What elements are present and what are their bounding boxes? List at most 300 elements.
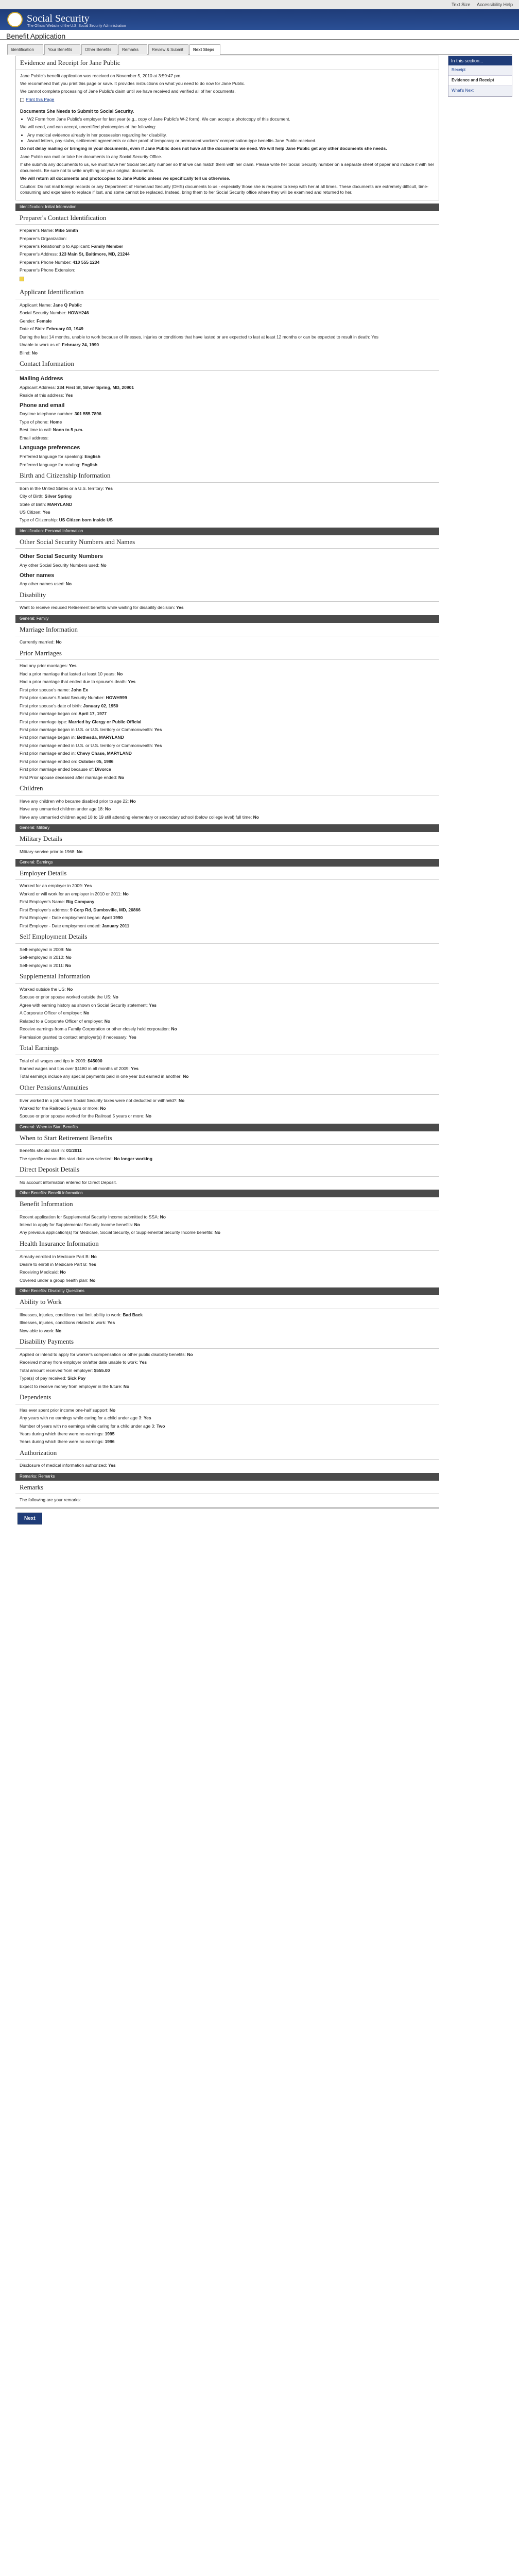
main-content xyxy=(15,56,439,1524)
field-row xyxy=(15,1277,439,1284)
site-tagline: The Official Website of the U.S. Social Security Administration xyxy=(27,24,126,28)
field-label: Want to receive reduced Retirement benefits while waiting for disability decision: xyxy=(20,605,175,611)
field-value: Yes xyxy=(107,1320,115,1326)
field-label: Any previous application(s) for Medicare, Social Security, or Supplemental Security Income benefits: xyxy=(20,1230,214,1235)
field-row xyxy=(15,848,439,856)
section-title: Authorization xyxy=(15,1446,439,1460)
field-value: Married by Clergy or Public Official xyxy=(68,719,142,724)
section-header: General: Military xyxy=(15,824,439,832)
field-value: 1996 xyxy=(105,1439,115,1445)
field-value: No xyxy=(123,891,129,896)
field-label: Years during which there were no earnings: xyxy=(20,1431,104,1436)
field-label: Have any unmarried children aged 18 to 19 still attending elementary or secondary school (below college level) full time: xyxy=(20,814,252,820)
field-label: Illnesses, injuries, conditions that limit ability to work: xyxy=(20,1312,122,1317)
field-label: First Employer - Date employment ended: xyxy=(20,923,101,928)
field-label: Has ever spent prior income one-half support: xyxy=(20,1407,109,1413)
field-list xyxy=(15,1097,439,1121)
section-title: Preparer's Contact Identification xyxy=(15,211,439,225)
field-label: First prior marriage ended because of: xyxy=(20,767,94,772)
field-value: English xyxy=(81,462,98,467)
field-label: Preferred language for reading: xyxy=(20,462,81,467)
field-label: Daytime telephone number: xyxy=(20,411,74,417)
field-value: No xyxy=(183,1074,189,1079)
field-value: No xyxy=(104,1018,111,1024)
evidence-panel xyxy=(15,56,439,200)
field-label: Recent application for Supplemental Security Income submitted to SSA: xyxy=(20,1214,159,1219)
field-value: Bad Back xyxy=(123,1312,143,1317)
sidebar-item-receipt[interactable]: Receipt xyxy=(448,65,512,76)
section-header: General: Earnings xyxy=(15,859,439,867)
field-row xyxy=(15,702,439,710)
field-value: Divorce xyxy=(95,767,111,772)
field-list xyxy=(15,384,439,400)
field-label: Type of phone: xyxy=(20,419,49,425)
field-value: January 2011 xyxy=(101,923,130,928)
field-row xyxy=(15,392,439,399)
section-title: Other Social Security Numbers and Names xyxy=(15,535,439,549)
field-row xyxy=(15,1112,439,1120)
field-row xyxy=(15,1221,439,1229)
field-row xyxy=(15,604,439,612)
field-value: HOWH999 xyxy=(106,695,127,701)
section-title: When to Start Retirement Benefits xyxy=(15,1131,439,1145)
field-value: Yes xyxy=(149,1002,157,1008)
section-title: Contact Information xyxy=(15,357,439,371)
field-row xyxy=(15,418,439,426)
field-row xyxy=(15,341,439,349)
field-label: Preparer's Name: xyxy=(20,228,54,233)
print-page-link[interactable]: Print this Page xyxy=(26,96,55,102)
field-row xyxy=(15,694,439,702)
field-value: 410 555 1234 xyxy=(73,259,100,265)
field-label: Type of Citizenship: xyxy=(20,517,58,523)
field-label: Preparer's Relationship to Applicant: xyxy=(20,244,90,249)
printer-icon xyxy=(20,98,24,102)
field-value: No xyxy=(100,1105,106,1111)
field-value: No xyxy=(100,563,107,568)
field-label: Any other names used: xyxy=(20,581,65,587)
field-value: 123 Main St, Baltimore, MD, 21244 xyxy=(59,251,130,257)
field-row xyxy=(15,734,439,741)
field-value: Yes xyxy=(154,742,162,748)
field-row xyxy=(15,798,439,805)
field-value: No xyxy=(91,1253,97,1259)
field-label: Agree with earning history as shown on Social Security statement: xyxy=(20,1002,148,1008)
tab-remarks[interactable]: Remarks xyxy=(118,44,147,55)
field-row xyxy=(15,954,439,961)
field-row xyxy=(15,906,439,914)
field-label: Social Security Number: xyxy=(20,310,67,316)
field-label: Self-employed in 2010: xyxy=(20,955,64,960)
field-row xyxy=(15,1025,439,1033)
step-tabs xyxy=(7,44,512,55)
field-label: Applicant Name: xyxy=(20,302,52,308)
field-label: Worked for an employer in 2009: xyxy=(20,883,83,889)
field-list xyxy=(15,638,439,646)
field-value: No xyxy=(77,849,83,854)
field-label: Total earnings include any special payments paid in one year but earned in another: xyxy=(20,1074,182,1079)
field-label: Already enrolled in Medicare Part B: xyxy=(20,1253,90,1259)
field-row xyxy=(15,1073,439,1080)
doc-item: • Award letters, pay stubs, settlement agreements or other proof of temporary or permanent workers' compensation-type benefits Jane Public received. xyxy=(27,138,435,144)
field-row xyxy=(15,678,439,686)
field-list xyxy=(15,341,439,357)
field-label: Preparer's Phone Extension: xyxy=(20,267,75,273)
field-row xyxy=(15,516,439,524)
field-list xyxy=(15,1253,439,1285)
sidebar-item-whats-next[interactable]: What's Next xyxy=(448,86,512,96)
field-value: Yes xyxy=(42,509,50,515)
field-row xyxy=(15,922,439,930)
section-title: Ability to Work xyxy=(15,1295,439,1309)
field-value: Yes xyxy=(139,1360,147,1365)
edit-icon[interactable] xyxy=(20,277,24,281)
field-label: Self-employed in 2011: xyxy=(20,962,64,968)
subsection-title: Phone and email xyxy=(20,402,65,409)
site-name[interactable]: Social Security xyxy=(27,13,90,24)
accessibility-help-link[interactable]: Accessibility Help xyxy=(476,2,513,7)
field-row xyxy=(15,1229,439,1236)
field-label: Preparer's Phone Number: xyxy=(20,259,72,265)
field-row xyxy=(15,814,439,821)
field-label: First prior spouse's name: xyxy=(20,687,70,692)
field-row xyxy=(15,266,439,274)
field-label: Desire to enroll in Medicare Part B: xyxy=(20,1261,88,1267)
field-row xyxy=(15,434,439,442)
field-row xyxy=(15,670,439,678)
subsection-title: Language preferences xyxy=(20,445,80,451)
field-label: First Employer's Name: xyxy=(20,899,65,905)
field-value: January 02, 1950 xyxy=(83,703,118,708)
field-value: No xyxy=(145,1113,152,1119)
subsection-title: Other Social Security Numbers xyxy=(20,553,103,560)
field-label: Currently married: xyxy=(20,639,55,645)
field-row xyxy=(15,461,439,469)
section-title: Children xyxy=(15,782,439,795)
field-value: No xyxy=(130,798,136,804)
next-button[interactable]: Next xyxy=(18,1513,42,1525)
field-value: HOWH246 xyxy=(67,310,89,316)
field-row xyxy=(15,501,439,509)
field-value: No xyxy=(179,1097,185,1103)
field-row xyxy=(15,1268,439,1276)
field-row xyxy=(15,1105,439,1112)
field-label: Blind: xyxy=(20,350,31,355)
field-list xyxy=(15,848,439,856)
field-value: Jane Q Public xyxy=(53,302,82,308)
field-row xyxy=(15,774,439,782)
field-row xyxy=(15,766,439,773)
field-value: Yes xyxy=(105,485,113,491)
site-header xyxy=(0,9,519,30)
field-label: Any other Social Security Numbers used: xyxy=(20,563,99,568)
field-row xyxy=(15,1018,439,1025)
field-value: Yes xyxy=(131,1066,139,1072)
field-value: 234 First St, Silver Spring, MD, 20901 xyxy=(57,384,134,390)
field-value: No xyxy=(160,1214,166,1219)
field-row xyxy=(15,485,439,493)
field-row xyxy=(15,235,439,243)
field-row xyxy=(15,914,439,922)
field-label: Type(s) of pay received: xyxy=(20,1376,66,1381)
field-value: 301 555 7896 xyxy=(74,411,101,417)
field-list xyxy=(15,986,439,1041)
field-label: Had any prior marriages: xyxy=(20,663,68,669)
field-label: Worked for the Railroad 5 years or more: xyxy=(20,1105,99,1111)
field-row xyxy=(15,1438,439,1446)
field-value: Yes xyxy=(68,663,77,669)
field-label: Years during which there were no earnings: xyxy=(20,1439,104,1445)
field-label: Had a prior marriage that ended due to spouse's death: xyxy=(20,679,127,685)
field-label: The specific reason this start date was selected: xyxy=(20,1156,113,1161)
field-label: Date of Birth: xyxy=(20,326,45,332)
field-label: Preparer's Organization: xyxy=(20,235,67,241)
field-value: No xyxy=(134,1222,140,1228)
field-label: Illnesses, injuries, conditions related to work: xyxy=(20,1320,107,1326)
field-label: Total of all wages and tips in 2009: xyxy=(20,1058,86,1063)
field-label: Related to a Corporate Officer of employer: xyxy=(20,1018,103,1024)
field-label: Preferred language for speaking: xyxy=(20,454,83,460)
field-label: Now able to work: xyxy=(20,1328,55,1333)
field-value: No xyxy=(123,1383,130,1389)
field-row xyxy=(15,349,439,357)
field-label: Total amount received from employer: xyxy=(20,1367,93,1373)
field-row xyxy=(15,1462,439,1469)
field-value: No xyxy=(83,1010,90,1016)
field-value: No xyxy=(214,1230,221,1235)
field-value: English xyxy=(84,454,100,460)
caution-note: Caution: Do not mail foreign records or any Department of Homeland Security (DHS) documents to us - especially those she is required to keep with her at all times. These documents are extremely difficult, time-consuming and expensive to replace if lost, and some cannot be replaced. Instead, bring them to her Social Security office where they will be examined and returned to her. xyxy=(20,183,428,195)
field-label: Benefits should start in: xyxy=(20,1148,65,1154)
evidence-cannot-complete: We cannot complete processing of Jane Public's claim until we have received and verified all of her documents. xyxy=(20,89,236,94)
evidence-title: Evidence and Receipt for Jane Public xyxy=(16,56,439,70)
section-title: Prior Marriages xyxy=(15,647,439,660)
field-row xyxy=(15,1253,439,1261)
section-title: Remarks xyxy=(15,1481,439,1495)
field-value: No xyxy=(65,946,72,952)
field-label: Intend to apply for Supplemental Security Income benefits: xyxy=(20,1222,133,1228)
field-row xyxy=(15,750,439,757)
field-row xyxy=(15,1422,439,1430)
field-row xyxy=(15,686,439,694)
field-value: Noon to 5 p.m. xyxy=(53,427,83,433)
section-title: Supplemental Information xyxy=(15,970,439,984)
utility-bar xyxy=(0,0,519,9)
field-label: Permission granted to contact employer(s) if necessary: xyxy=(20,1034,128,1040)
field-label: Had a prior marriage that lasted at least 10 years: xyxy=(20,671,116,676)
field-row xyxy=(15,453,439,461)
field-list xyxy=(15,1147,439,1163)
field-value: No xyxy=(112,994,118,1000)
field-value: February 24, 1990 xyxy=(62,342,99,348)
field-row xyxy=(15,1375,439,1382)
field-label: First prior marriage type: xyxy=(20,719,67,724)
tab-your-benefits[interactable]: Your Benefits xyxy=(44,44,80,55)
section-header: General: Family xyxy=(15,615,439,623)
field-list xyxy=(15,580,439,588)
field-row xyxy=(15,986,439,993)
field-row xyxy=(15,1033,439,1041)
field-row xyxy=(15,882,439,890)
field-row xyxy=(15,890,439,898)
field-row xyxy=(15,1414,439,1422)
field-row xyxy=(15,1311,439,1319)
field-row xyxy=(15,1367,439,1375)
field-value: Sick Pay xyxy=(67,1376,86,1381)
field-list xyxy=(15,882,439,930)
tab-other-benefits[interactable]: Other Benefits xyxy=(81,44,117,55)
field-row xyxy=(15,662,439,670)
text-size-link[interactable]: Text Size xyxy=(451,2,471,7)
field-list xyxy=(15,485,439,524)
field-value: October 05, 1986 xyxy=(78,758,114,764)
field-label: Military service prior to 1968: xyxy=(20,849,76,854)
docs-title: Documents She Needs to Submit to Social Security. xyxy=(20,109,134,114)
field-row xyxy=(15,710,439,718)
field-row xyxy=(15,726,439,734)
tab-next-steps[interactable]: Next Steps xyxy=(189,44,220,55)
field-label: First prior marriage began in: xyxy=(20,735,76,740)
section-title: Health Insurance Information xyxy=(15,1237,439,1251)
field-label: First Employer - Date employment began: xyxy=(20,915,101,921)
field-row xyxy=(15,509,439,516)
field-row xyxy=(15,1261,439,1268)
field-label: Expect to receive money from employer in the future: xyxy=(20,1383,123,1389)
field-row xyxy=(15,1002,439,1009)
field-label: Born in the United States or a U.S. territory: xyxy=(20,485,104,491)
field-row xyxy=(15,1351,439,1359)
field-row xyxy=(15,1319,439,1327)
field-label: First prior marriage ended in: xyxy=(20,751,76,756)
field-label: Ever worked in a job where Social Security taxes were not deducted or withheld?: xyxy=(20,1097,178,1103)
field-value: Yes xyxy=(176,605,184,611)
field-label: Spouse or prior spouse worked outside the US: xyxy=(20,994,112,1000)
section-title: Birth and Citizenship Information xyxy=(15,469,439,483)
field-value: No xyxy=(171,1026,177,1032)
field-row xyxy=(15,1009,439,1017)
field-value: 9 Corp Rd, Dumbsville, MD, 20866 xyxy=(70,907,141,912)
field-label: Preparer's Address: xyxy=(20,251,58,257)
field-row xyxy=(15,384,439,392)
field-value: No xyxy=(55,1328,62,1333)
evidence-recommend: We recommend that you print this page or save. It provides instructions on what you need to do now for Jane Public. xyxy=(20,81,246,87)
field-value: No xyxy=(187,1351,193,1357)
section-title: Dependents xyxy=(15,1391,439,1404)
field-label: Have any children who became disabled prior to age 22: xyxy=(20,798,129,804)
field-value: 01/2011 xyxy=(66,1148,82,1154)
section-title: Direct Deposit Details xyxy=(15,1163,439,1177)
field-label: Reside at this address: xyxy=(20,393,64,398)
field-label: First Prior spouse deceased after marriage ended: xyxy=(20,774,117,780)
field-label: First prior marriage began in U.S. or U.S. territory or Commonwealth: xyxy=(20,727,153,733)
field-list xyxy=(15,410,439,442)
field-row xyxy=(15,946,439,954)
remarks-note: The following are your remarks: xyxy=(20,1497,81,1503)
field-value: Yes xyxy=(154,727,162,733)
field-label: City of Birth: xyxy=(20,494,44,499)
field-label: First Employer's address: xyxy=(20,907,69,912)
field-row xyxy=(15,1430,439,1438)
applicant-note: During the last 14 months, unable to work because of illnesses, injuries or conditions that have lasted or are expected to last at least 12 months or can be expected to result in death: Yes xyxy=(20,334,378,340)
mail-note: Jane Public can mail or take her documents to any Social Security Office. xyxy=(20,154,162,159)
field-label: A Corporate Officer of employer: xyxy=(20,1010,82,1016)
sidebar-item-evidence[interactable]: Evidence and Receipt xyxy=(448,76,512,86)
section-header: Identification: Initial Information xyxy=(15,204,439,211)
field-value: No longer working xyxy=(114,1156,152,1161)
field-value: No xyxy=(56,639,62,645)
field-label: First prior spouse's Social Security Number: xyxy=(20,695,105,701)
field-value: No xyxy=(117,671,123,676)
field-value: Yes xyxy=(129,1034,136,1040)
field-value: Silver Spring xyxy=(44,494,72,499)
field-row xyxy=(15,250,439,258)
field-list xyxy=(15,562,439,569)
field-label: US Citizen: xyxy=(20,509,42,515)
field-row xyxy=(15,1213,439,1221)
field-value: No xyxy=(65,581,72,587)
field-label: State of Birth: xyxy=(20,501,46,507)
field-label: Applied or intend to apply for worker's compensation or other public disability benefits: xyxy=(20,1351,186,1357)
field-label: Best time to call: xyxy=(20,427,52,433)
field-row xyxy=(15,301,439,309)
return-note: We will return all documents and photocopies to Jane Public unless we specifically tell us otherwise. xyxy=(20,176,230,181)
field-row xyxy=(15,1155,439,1163)
field-value: Mike Smith xyxy=(55,228,78,233)
field-value: Yes xyxy=(143,1415,151,1421)
field-label: Any years with no earnings while caring for a child under age 3: xyxy=(20,1415,143,1421)
field-label: Worked outside the US: xyxy=(20,986,66,992)
field-label: Number of years with no earnings while caring for a child under age 3: xyxy=(20,1423,155,1429)
field-value: No xyxy=(65,962,72,968)
field-list xyxy=(15,1351,439,1391)
field-row xyxy=(15,758,439,766)
field-label: Applicant Address: xyxy=(20,384,56,390)
field-value: John Ex xyxy=(71,687,88,692)
field-label: First prior marriage began on: xyxy=(20,711,77,717)
tab-review-submit[interactable]: Review & Submit xyxy=(148,44,188,55)
field-list xyxy=(15,946,439,970)
field-value: Chevy Chase, MARYLAND xyxy=(77,751,132,756)
subsection-title: Mailing Address xyxy=(20,375,63,382)
field-row xyxy=(15,742,439,750)
ssa-seal-logo[interactable] xyxy=(7,12,23,27)
field-value: April 1990 xyxy=(101,915,123,921)
field-label: First prior spouse's date of birth: xyxy=(20,703,82,708)
field-list xyxy=(15,1213,439,1237)
section-title: Other Pensions/Annuities xyxy=(15,1081,439,1095)
field-row xyxy=(15,410,439,418)
field-row xyxy=(15,562,439,569)
field-value: Yes xyxy=(128,679,136,685)
field-label: Receive earnings from a Family Corporation or other closely held corporation: xyxy=(20,1026,170,1032)
field-value: Yes xyxy=(108,1463,116,1468)
do-not-delay-warning: Do not delay mailing or bringing in your documents, even if Jane Public does not have all the documents we need. We will help Jane Public get any other documents she needs. xyxy=(20,146,387,151)
field-value: $555.00 xyxy=(94,1367,110,1373)
sidebar xyxy=(448,56,512,97)
field-value: No xyxy=(67,986,73,992)
field-value: Two xyxy=(157,1423,165,1429)
field-value: No xyxy=(109,1407,116,1413)
tab-identification[interactable]: Identification xyxy=(7,44,43,55)
field-row xyxy=(15,805,439,813)
section-title: Total Earnings xyxy=(15,1041,439,1055)
field-list xyxy=(15,798,439,821)
section-header: Other Benefits: Disability Questions xyxy=(15,1287,439,1295)
field-row xyxy=(15,1065,439,1073)
section-title: Self Employment Details xyxy=(15,930,439,944)
deposit-note: No account information entered for Direct Deposit. xyxy=(20,1179,117,1185)
field-value: Yes xyxy=(65,393,73,398)
